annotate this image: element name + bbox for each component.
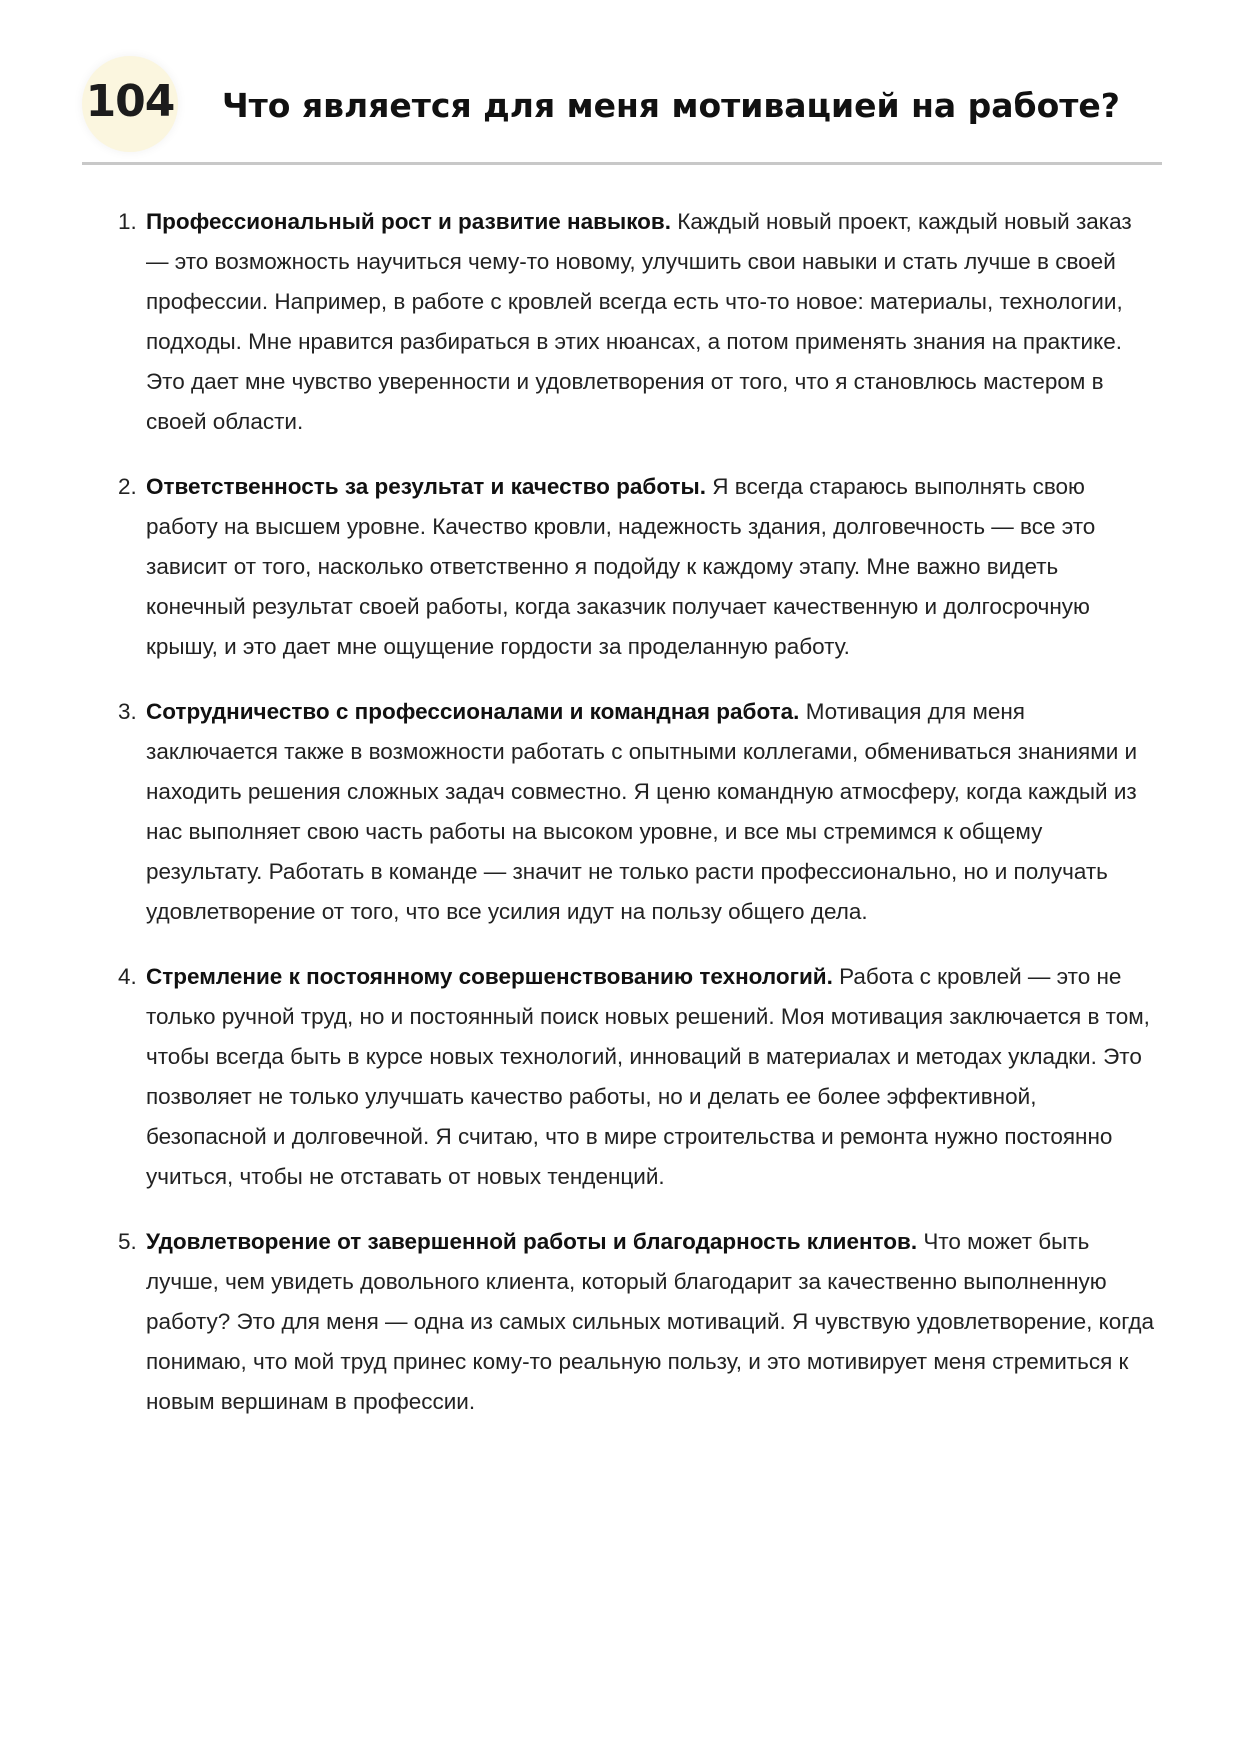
list-item-heading: Сотрудничество с профессионалами и командная работа. bbox=[146, 699, 806, 724]
page-title: Что является для меня мотивацией на работе? bbox=[222, 86, 1120, 125]
list-item bbox=[100, 202, 1160, 442]
list-item-text: Я всегда стараюсь выполнять свою работу на высшем уровне. Качество кровли, надежность здания, долговечность — все это зависит от того, насколько ответственно я подойду к каждому этапу. Мне важно видеть конечный результат своей работы, когда заказчик получает качественную и долгосрочную крышу, и это дает мне ощущение гордости за проделанную работу. bbox=[146, 474, 1096, 659]
list-item-heading: Профессиональный рост и развитие навыков. bbox=[146, 209, 678, 234]
page-header bbox=[82, 52, 1162, 165]
list-item bbox=[100, 692, 1160, 932]
list-item-text: Что может быть лучше, чем увидеть довольного клиента, который благодарит за качественно выполненную работу? Это для меня — одна из самых сильных мотиваций. Я чувствую удовлетворение, когда понимаю, что мой труд принес кому-то реальную пользу, и это мотивирует меня стремиться к новым вершинам в профессии. bbox=[146, 1229, 1155, 1414]
list-item bbox=[100, 957, 1160, 1197]
list-item-number: 4. bbox=[118, 964, 137, 989]
list-item-number: 3. bbox=[118, 699, 137, 724]
list-item-text: Работа с кровлей — это не только ручной труд, но и постоянный поиск новых решений. Моя мотивация заключается в том, чтобы всегда быть в курсе новых технологий, инноваций в материалах и методах укладки. Это позволяет не только улучшать качество работы, но и делать ее более эффективной, безопасной и долговечной. Я считаю, что в мире строительства и ремонта нужно постоянно учиться, чтобы не отставать от новых тенденций. bbox=[146, 964, 1150, 1189]
list-item-number: 2. bbox=[118, 474, 137, 499]
list-item-number: 1. bbox=[118, 209, 137, 234]
list-item bbox=[100, 1222, 1160, 1422]
list-item bbox=[100, 467, 1160, 667]
list-item-heading: Удовлетворение от завершенной работы и благодарность клиентов. bbox=[146, 1229, 924, 1254]
page-number: 104 bbox=[85, 76, 175, 127]
motivation-list bbox=[100, 202, 1160, 1447]
list-item-number: 5. bbox=[118, 1229, 137, 1254]
list-item-text: Каждый новый проект, каждый новый заказ — это возможность научиться чему-то новому, улучшить свои навыки и стать лучше в своей профессии. Например, в работе с кровлей всегда есть что-то новое: материалы, технологии, подходы. Мне нравится разбираться в этих нюансах, а потом применять знания на практике. Это дает мне чувство уверенности и удовлетворения от того, что я становлюсь мастером в своей области. bbox=[146, 209, 1132, 434]
list-item-text: Мотивация для меня заключается также в возможности работать с опытными коллегами, обмениваться знаниями и находить решения сложных задач совместно. Я ценю командную атмосферу, когда каждый из нас выполняет свою часть работы на высоком уровне, и все мы стремимся к общему результату. Работать в команде — значит не только расти профессионально, но и получать удовлетворение от того, что все усилия идут на пользу общего дела. bbox=[146, 699, 1138, 924]
list-item-heading: Ответственность за результат и качество работы. bbox=[146, 474, 713, 499]
list-item-heading: Стремление к постоянному совершенствованию технологий. bbox=[146, 964, 840, 989]
